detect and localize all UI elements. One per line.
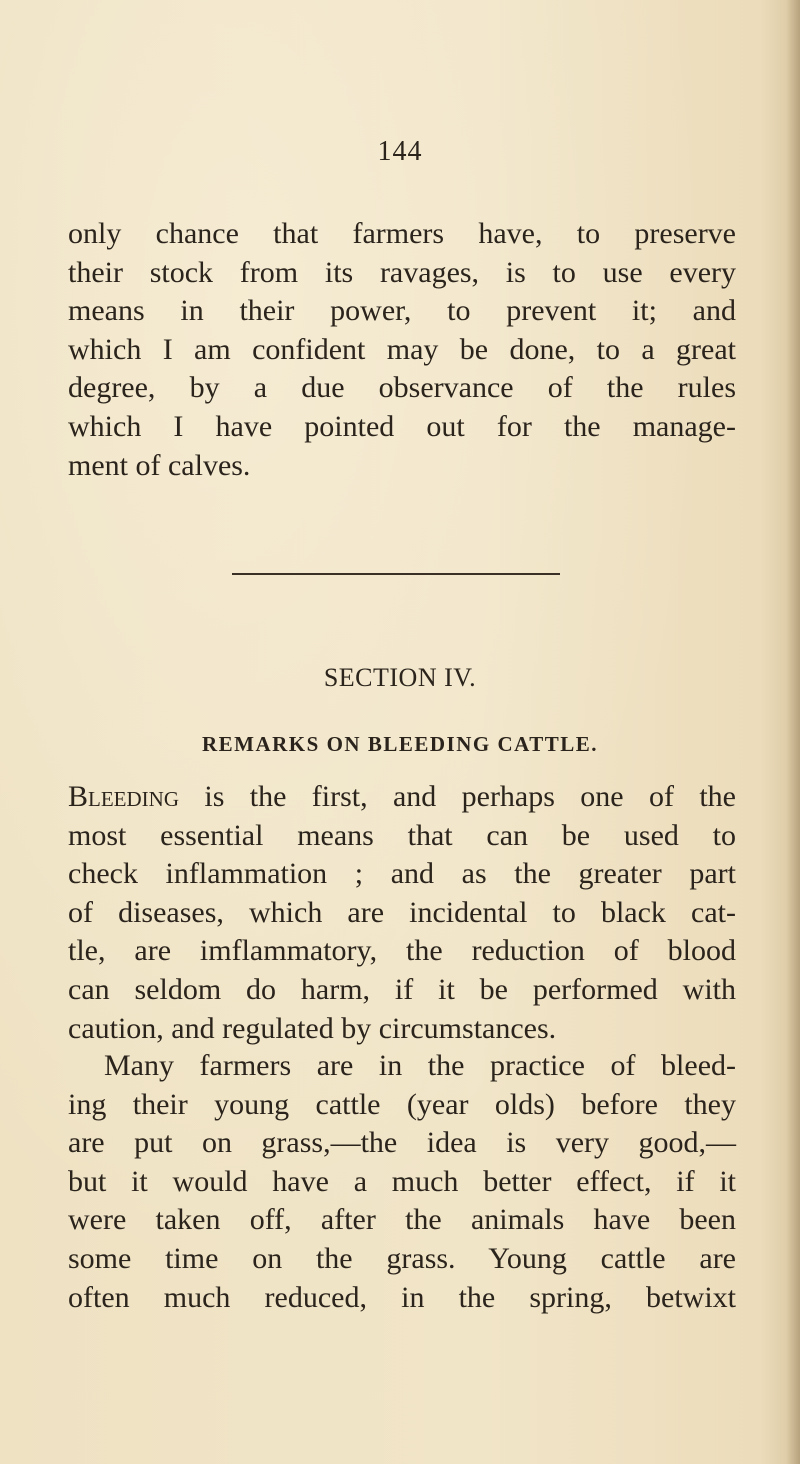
text-line: their stock from its ravages, is to use every bbox=[68, 255, 736, 289]
section-heading: SECTION IV. bbox=[323, 663, 477, 692]
text-line: ment of calves. bbox=[68, 448, 251, 482]
section-subheading: REMARKS ON BLEEDING CATTLE. bbox=[201, 732, 598, 756]
text-line: most essential means that can be used to bbox=[68, 818, 736, 852]
text-line: which I am confident may be done, to a great bbox=[68, 332, 736, 366]
text-line: some time on the grass. Young cattle are bbox=[68, 1241, 736, 1275]
text-line: of diseases, which are incidental to black cat- bbox=[68, 895, 736, 929]
text-line: Many farmers are in the practice of bleed- bbox=[104, 1049, 736, 1082]
page-number: 144 bbox=[377, 136, 423, 167]
text-line-first bbox=[68, 778, 736, 817]
text-line: means in their power, to prevent it; and bbox=[68, 294, 736, 328]
text-line: ing their young cattle (year olds) before they bbox=[68, 1087, 736, 1121]
text-line: which I have pointed out for the manage- bbox=[68, 409, 736, 443]
paragraph-continuation bbox=[68, 215, 736, 485]
text-line: can seldom do harm, if it be performed with bbox=[68, 972, 736, 1006]
text-line: were taken off, after the animals have been bbox=[68, 1203, 736, 1237]
section-divider-rule bbox=[232, 573, 560, 575]
text-line: are put on grass,—the idea is very good,— bbox=[68, 1126, 736, 1160]
text-line: check inflammation ; and as the greater part bbox=[68, 857, 736, 891]
paragraph-farmers bbox=[68, 1047, 736, 1317]
text-line: tle, are imflammatory, the reduction of blood bbox=[68, 934, 736, 968]
text-line: often much reduced, in the spring, betwixt bbox=[68, 1280, 736, 1314]
text-line: degree, by a due observance of the rules bbox=[68, 371, 736, 405]
text-line: only chance that farmers have, to preserve bbox=[68, 217, 736, 250]
paragraph-bleeding bbox=[68, 778, 736, 1048]
text-line: caution, and regulated by circumstances. bbox=[68, 1011, 557, 1045]
text-line: but it would have a much better effect, if it bbox=[68, 1164, 736, 1198]
lead-word: Bleeding bbox=[68, 780, 179, 813]
first-line-text: is the first, and perhaps one of the bbox=[178, 780, 736, 813]
